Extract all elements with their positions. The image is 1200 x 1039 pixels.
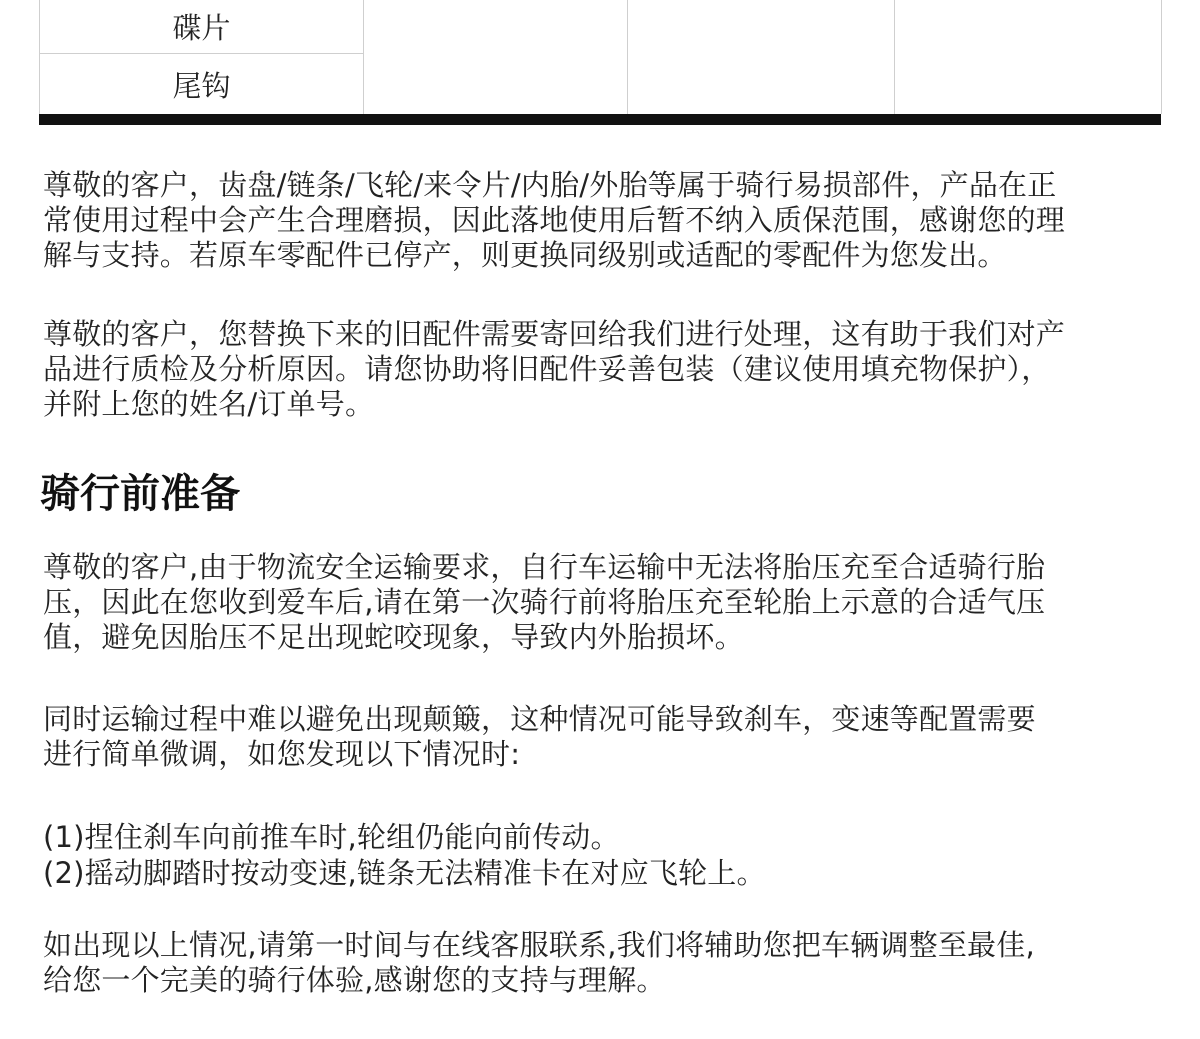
closing-note: 如出现以上情况,请第一时间与在线客服联系,我们将辅助您把车辆调整至最佳, 给您一个完美的骑行体验,感谢您的支持与理解。 xyxy=(43,928,1035,997)
adjustment-intro: 同时运输过程中难以避免出现颠簸，这种情况可能导致刹车，变速等配置需要 进行简单微调，如您发现以下情况时: xyxy=(43,702,1036,771)
section-heading: 骑行前准备 xyxy=(40,471,240,517)
condition-item: (1)捏住刹车向前推车时,轮组仍能向前传动。 xyxy=(43,820,620,854)
return-note: 尊敬的客户，您替换下来的旧配件需要寄回给我们进行处理，这有助于我们对产 品进行质检及分析原因。请您协助将旧配件妥善包装（建议使用填充物保护）， 并附上您的姓名/订单号。 xyxy=(43,317,1066,421)
warranty-note: 尊敬的客户，齿盘/链条/飞轮/来令片/内胎/外胎等属于骑行易损部件，产品在正 常使用过程中会产生合理磨损，因此落地使用后暂不纳入质保范围，感谢您的理 解与支持。若原车零配件已停产，则更换同级别或适配的零配件为您发出。 xyxy=(43,168,1066,272)
parts-table xyxy=(39,0,1161,125)
parts-table-grid xyxy=(39,0,1162,114)
tire-pressure-note: 尊敬的客户,由于物流安全运输要求，自行车运输中无法将胎压充至合适骑行胎 压，因此在您收到爱车后,请在第一次骑行前将胎压充至轮胎上示意的合适气压 值，避免因胎压不足出现蛇咬现象，导致内外胎损坏。 xyxy=(43,550,1046,654)
table-cell xyxy=(364,0,628,114)
table-bottom-rule xyxy=(39,114,1161,125)
part-name-cell: 尾钩 xyxy=(40,54,364,115)
part-name-cell: 碟片 xyxy=(40,0,364,54)
table-row xyxy=(40,0,1162,54)
table-cell xyxy=(628,0,895,114)
condition-item: (2)摇动脚踏时按动变速,链条无法精准卡在对应飞轮上。 xyxy=(43,856,766,890)
table-cell xyxy=(895,0,1162,114)
